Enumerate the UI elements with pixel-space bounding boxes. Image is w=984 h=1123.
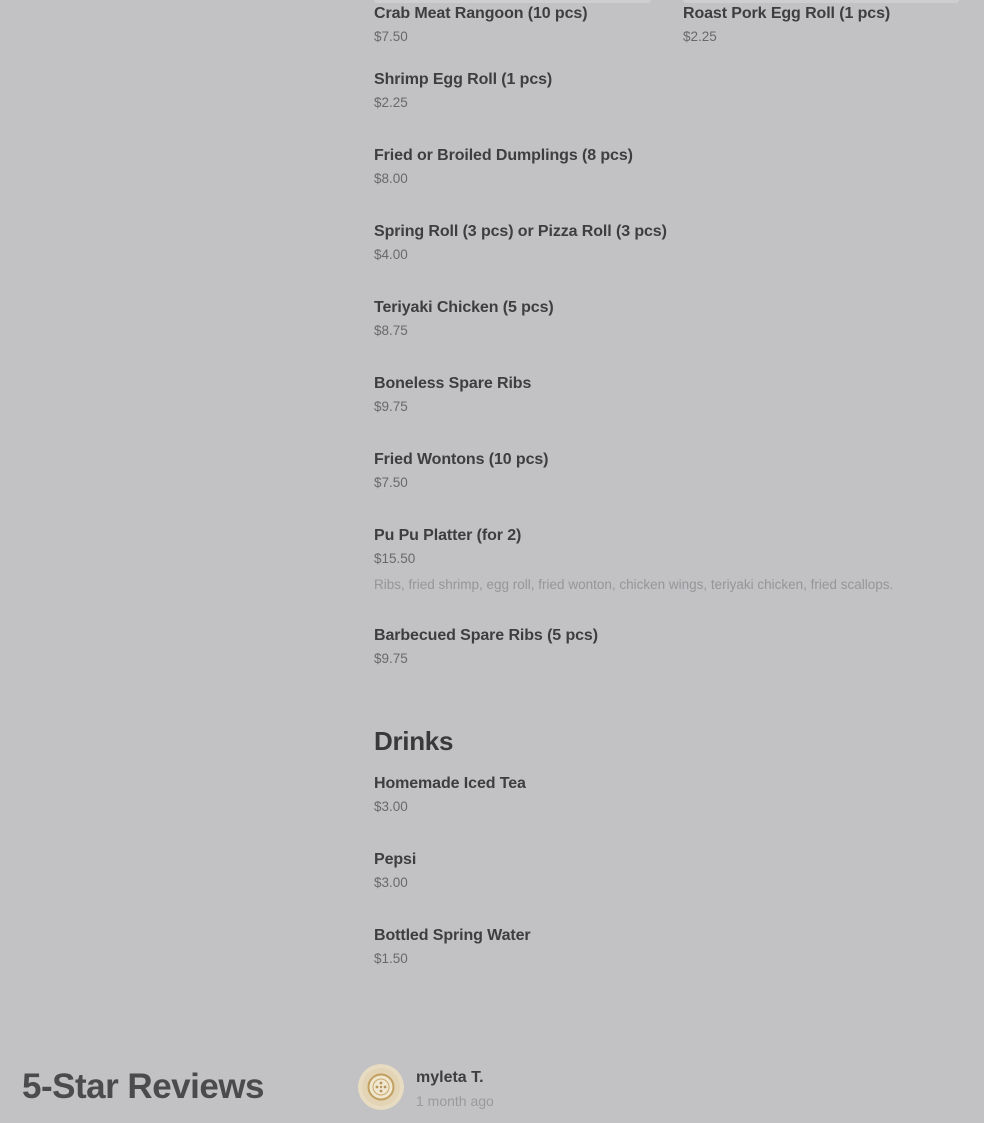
menu-item-price: $7.50 [374,475,408,490]
menu-item-price: $4.00 [374,247,408,262]
menu-item-shrimp-egg-roll[interactable] [374,69,949,113]
drinks-section-heading: Drinks [374,726,454,756]
menu-item-price: $15.50 [374,551,416,566]
menu-item-name: Spring Roll (3 pcs) or Pizza Roll (3 pcs) [374,223,667,240]
reviewer-avatar [358,1064,404,1110]
menu-item-price: $1.50 [374,951,408,966]
menu-item-name: Shrimp Egg Roll (1 pcs) [374,71,553,88]
menu-item-name: Bottled Spring Water [374,927,531,944]
menu-item-spring-roll-or-pizza-roll[interactable] [374,221,949,265]
menu-item-barbecued-spare-ribs[interactable] [374,625,949,669]
menu-item-name: Homemade Iced Tea [374,775,526,792]
menu-item-name: Pepsi [374,851,417,868]
menu-item-fried-wontons[interactable] [374,449,949,493]
menu-item-pepsi[interactable] [374,849,949,893]
menu-item-price: $2.25 [683,29,717,44]
menu-item-name: Roast Pork Egg Roll (1 pcs) [683,5,891,22]
menu-item-description: Ribs, fried shrimp, egg roll, fried wonton, chicken wings, teriyaki chicken, fried scallops. [374,577,894,592]
menu-item-teriyaki-chicken[interactable] [374,297,949,341]
menu-item-name: Boneless Spare Ribs [374,375,532,392]
menu-item-price: $8.75 [374,323,408,338]
gold-seal-avatar-icon [358,1097,404,1110]
menu-item-fried-or-broiled-dumplings[interactable] [374,145,949,189]
menu-item-name: Fried or Broiled Dumplings (8 pcs) [374,147,633,164]
menu-item-price: $3.00 [374,799,408,814]
menu-item-bottled-spring-water[interactable] [374,925,949,969]
menu-item-name: Teriyaki Chicken (5 pcs) [374,299,554,316]
menu-item-boneless-spare-ribs[interactable] [374,373,949,417]
menu-item-price: $9.75 [374,399,408,414]
menu-item-name: Barbecued Spare Ribs (5 pcs) [374,627,598,644]
menu-item-price: $3.00 [374,875,408,890]
menu-item-price: $2.25 [374,95,408,110]
menu-item-homemade-iced-tea[interactable] [374,773,949,817]
menu-item-price: $8.00 [374,171,408,186]
menu-item-roast-pork-egg-roll[interactable] [683,3,973,47]
menu-item-pu-pu-platter[interactable] [374,525,949,594]
menu-item-name: Crab Meat Rangoon (10 pcs) [374,5,588,22]
reviews-section-heading: 5-Star Reviews [22,1067,265,1106]
menu-item-name: Pu Pu Platter (for 2) [374,527,522,544]
review-timestamp: 1 month ago [416,1093,494,1109]
menu-item-price: $7.50 [374,29,408,44]
menu-item-price: $9.75 [374,651,408,666]
menu-item-name: Fried Wontons (10 pcs) [374,451,549,468]
reviewer-name: myleta T. [416,1069,484,1086]
